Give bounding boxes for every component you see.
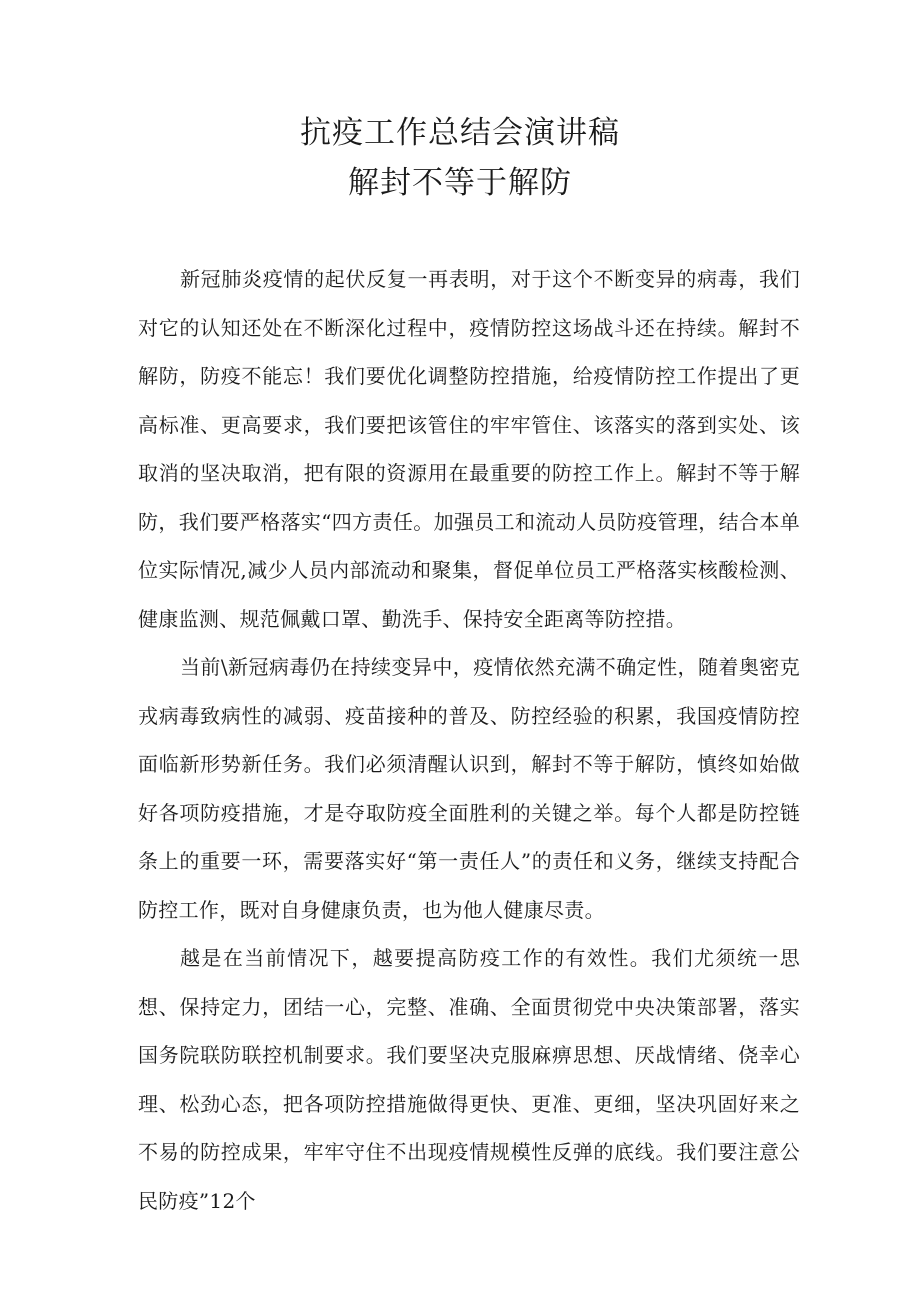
title-block (0, 108, 920, 208)
paragraph-3: 越是在当前情况下，越要提高防疫工作的有效性。我们尤须统一思想、保持定力，团结一心，完整、准确、全面贯彻党中央决策部署，落实国务院联防联控机制要求。我们要坚决克服麻痹思想、厌战情绪、侥幸心理、松劲心态，把各项防控措施做得更快、更准、更细，坚决巩固好来之不易的防控成果，牢牢守住不出现疫情规模性反弹的底线。我们要注意公民防疫”12个 (138, 946, 800, 1213)
paragraph-2: 当前\新冠病毒仍在持续变异中，疫情依然充满不确定性，随着奥密克戎病毒致病性的减弱、疫苗接种的普及、防控经验的积累，我国疫情防控面临新形势新任务。我们必须清醒认识到，解封不等于解防，慎终如始做好各项防疫措施，才是夺取防疫全面胜利的关键之举。每个人都是防控链条上的重要一环，需要落实好“第一责任人”的责任和义务，继续支持配合防控工作，既对自身健康负责，也为他人健康尽责。 (138, 655, 800, 922)
document-body (138, 255, 800, 1225)
document-title: 抗疫工作总结会演讲稿 (300, 115, 620, 151)
document-subtitle: 解封不等于解防 (348, 165, 572, 201)
paragraph-1: 新冠肺炎疫情的起伏反复一再表明，对于这个不断变异的病毒，我们对它的认知还处在不断深化过程中，疫情防控这场战斗还在持续。解封不解防，防疫不能忘！我们要优化调整防控措施，给疫情防控工作提出了更高标准、更高要求，我们要把该管住的牢牢管住、该落实的落到实处、该取消的坚决取消，把有限的资源用在最重要的防控工作上。解封不等于解防，我们要严格落实“四方责任。加强员工和流动人员防疫管理，结合本单位实际情况,减少人员内部流动和聚集，督促单位员工严格落实核酸检测、健康监测、规范佩戴口罩、勤洗手、保持安全距离等防控措。 (138, 267, 800, 631)
